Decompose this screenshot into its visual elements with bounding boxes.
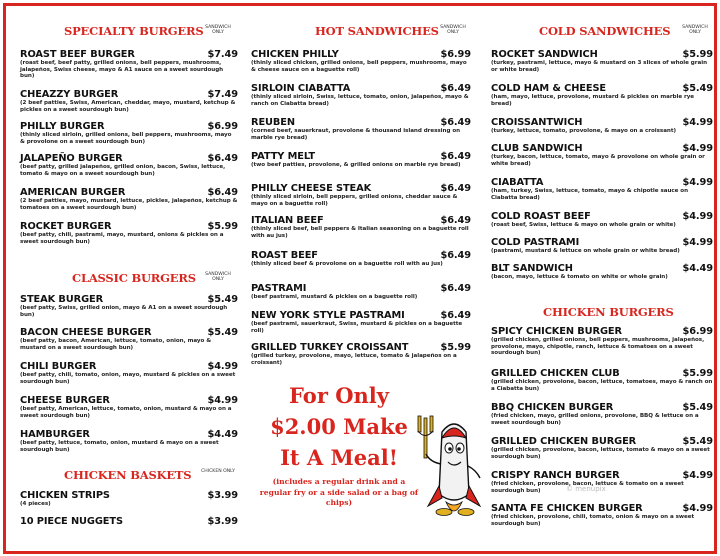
- menu-item-price: $4.99: [682, 117, 713, 128]
- menu-item-header: [20, 490, 238, 501]
- menu-item: [491, 177, 713, 201]
- menu-item: [251, 183, 471, 207]
- menu-item-description: (thinly sliced chicken, grilled onions, bell peppers, mushrooms, mayo & cheese sauce on a baguette roll): [251, 60, 467, 73]
- menu-item-header: [20, 429, 238, 440]
- menu-item-description: (thinly sliced sirloin, grilled onions, bell peppers, mushrooms, mayo & provolone on a sweet sourdough bun): [20, 132, 232, 145]
- menu-item-name: CHICKEN STRIPS: [20, 490, 110, 501]
- menu-item-header: [491, 211, 713, 222]
- menu-item-price: $4.49: [207, 429, 238, 440]
- menu-item-header: [20, 121, 238, 132]
- menu-item-name: SANTA FE CHICKEN BURGER: [491, 503, 643, 514]
- menu-item-price: $6.49: [440, 310, 471, 321]
- menu-item-description: (grilled chicken, provolone, bacon, lettuce, tomatoes, mayo & ranch on a Ciabatta bun): [491, 379, 713, 392]
- menu-item-header: [491, 83, 713, 94]
- menu-item-name: ROAST BEEF BURGER: [20, 49, 135, 60]
- menu-item-name: 10 PIECE NUGGETS: [20, 516, 123, 527]
- menu-item-name: COLD ROAST BEEF: [491, 211, 591, 222]
- menu-item-description: (fried chicken, provolone, bacon, lettuce & tomato on a sweet sourdough bun): [491, 481, 684, 494]
- menu-item: [491, 263, 713, 281]
- menu-item-header: [20, 49, 238, 60]
- menu-item-header: [20, 89, 238, 100]
- menu-item-header: [491, 326, 713, 337]
- menu-item-header: [20, 187, 238, 198]
- menu-item: [491, 117, 713, 135]
- menu-item-price: $3.99: [207, 516, 238, 527]
- menu-item-price: $6.49: [207, 187, 238, 198]
- menu-item-header: [251, 83, 471, 94]
- menu-item-price: $4.99: [207, 361, 238, 372]
- menu-item-name: AMERICAN BURGER: [20, 187, 126, 198]
- menu-item: [20, 361, 238, 385]
- promo-detail: (includes a regular drink and a regular fry or a side salad or a bag of chips): [259, 477, 419, 507]
- menu-item-header: [491, 143, 713, 154]
- menu-item: [491, 49, 713, 73]
- menu-item-description: (roast beef, beef patty, grilled onions, bell peppers, mushrooms, jalapeños, Swiss cheese, mayo & A1 sauce on a sweet sourdough bun): [20, 60, 224, 80]
- menu-item-description: (beef patty, American, lettuce, tomato, onion, mustard & mayo on a sweet sourdough bun): [20, 406, 232, 419]
- menu-item-price: $5.49: [207, 294, 238, 305]
- menu-item-price: $5.49: [682, 83, 713, 94]
- menu-item-description: (beef pastrami, sauerkraut, Swiss, mustard & pickles on a baguette roll): [251, 321, 463, 334]
- menu-item-description: (beef patty, chili, tomato, onion, mayo, mustard & pickles on a sweet sourdough bun): [20, 372, 236, 385]
- menu-item: [20, 89, 238, 113]
- menu-item-name: ROCKET BURGER: [20, 221, 112, 232]
- menu-item-name: BACON CHEESE BURGER: [20, 327, 152, 338]
- menu-item-header: [20, 395, 238, 406]
- menu-item: [491, 402, 713, 426]
- menu-item-description: (thinly sliced beef, bell peppers & Italian seasoning on a baguette roll with au jus): [251, 226, 469, 239]
- menu-item-header: [491, 49, 713, 60]
- menu-item-header: [251, 151, 471, 162]
- menu-item-price: $4.99: [207, 395, 238, 406]
- menu-item-name: GRILLED CHICKEN BURGER: [491, 436, 637, 447]
- menu-item-description: (beef patty, lettuce, tomato, onion, mustard & mayo on a sweet sourdough bun): [20, 440, 219, 453]
- menu-item-name: SPICY CHICKEN BURGER: [491, 326, 622, 337]
- menu-item-header: [251, 49, 471, 60]
- menu-item-name: GRILLED CHICKEN CLUB: [491, 368, 620, 379]
- menu-item-description: (turkey, lettuce, tomato, provolone, & mayo on a croissant): [491, 128, 676, 134]
- menu-item-description: (ham, mayo, lettuce, provolone, mustard & pickles on marble rye bread): [491, 94, 695, 107]
- menu-item: [491, 503, 713, 527]
- menu-item-price: $6.49: [440, 283, 471, 294]
- menu-item-description: (ham, turkey, Swiss, lettuce, tomato, mayo & chipotle sauce on Ciabatta bread): [491, 188, 689, 201]
- menu-item-header: [251, 250, 471, 261]
- menu-item-header: [491, 117, 713, 128]
- menu-item: [251, 250, 471, 268]
- menu-item-name: PASTRAMI: [251, 283, 307, 294]
- promo-line-2: $2.00 Make: [270, 414, 408, 439]
- menu-item-price: $6.49: [440, 250, 471, 261]
- menu-item-description: (beef pastrami, mustard & pickles on a baguette roll): [251, 294, 418, 300]
- section-title-cold-sandwiches: COLD SANDWICHES: [539, 24, 671, 38]
- menu-item: [251, 342, 471, 366]
- section-note-classic: SANDWICH ONLY: [205, 272, 231, 283]
- menu-frame: [3, 3, 717, 554]
- menu-item-header: [20, 221, 238, 232]
- menu-item-description: (beef patty, grilled jalapeños, grilled onion, bacon, Swiss, lettuce, tomato & mayo on a sweet sourdough bun): [20, 164, 226, 177]
- menu-item: [20, 121, 238, 145]
- menu-item-name: COLD PASTRAMI: [491, 237, 580, 248]
- menu-item: [20, 395, 238, 419]
- menu-item-name: CROISSANTWICH: [491, 117, 583, 128]
- menu-item: [251, 215, 471, 239]
- menu-item: [491, 143, 713, 167]
- menu-item-name: SIRLOIN CIABATTA: [251, 83, 351, 94]
- menu-item-description: (corned beef, sauerkraut, provolone & thousand island dressing on marble rye bread): [251, 128, 461, 141]
- section-note-specialty: SANDWICH ONLY: [205, 25, 231, 36]
- menu-item-name: PHILLY BURGER: [20, 121, 105, 132]
- menu-item-header: [491, 470, 713, 481]
- menu-item: [20, 429, 238, 453]
- menu-item-description: (4 pieces): [20, 501, 51, 507]
- menu-item-name: CHICKEN PHILLY: [251, 49, 339, 60]
- menu-item-description: (2 beef patties, mayo, mustard, lettuce, pickles, jalapeños, ketchup & tomatoes on a sweet sourdough bun): [20, 198, 238, 211]
- menu-item-price: $6.49: [207, 153, 238, 164]
- menu-item: [491, 368, 713, 392]
- menu-item-header: [20, 153, 238, 164]
- menu-item: [251, 83, 471, 107]
- section-title-specialty-burgers: SPECIALTY BURGERS: [64, 24, 204, 38]
- menu-item: [20, 187, 238, 211]
- menu-item: [251, 151, 471, 169]
- menu-item-price: $6.49: [440, 151, 471, 162]
- menu-item-header: [20, 294, 238, 305]
- menu-item-price: $3.99: [207, 490, 238, 501]
- menu-item-description: (2 beef patties, Swiss, American, cheddar, mayo, mustard, ketchup & pickles on a sweet sourdough bun): [20, 100, 236, 113]
- menu-item-price: $7.49: [207, 89, 238, 100]
- menu-item-header: [491, 177, 713, 188]
- menu-item-name: ITALIAN BEEF: [251, 215, 324, 226]
- menu-item-description: (fried chicken, provolone, chili, tomato, onion & mayo on a sweet sourdough bun): [491, 514, 695, 527]
- menu-item-price: $4.99: [682, 503, 713, 514]
- menu-item: [491, 237, 713, 255]
- menu-item-description: (turkey, bacon, lettuce, tomato, mayo & provolone on whole grain or white bread): [491, 154, 705, 167]
- menu-item-header: [251, 215, 471, 226]
- menu-item-header: [20, 516, 238, 527]
- menu-item-name: CHILI BURGER: [20, 361, 97, 372]
- menu-item-header: [491, 368, 713, 379]
- menu-item-description: (thinly sliced beef & provolone on a baguette roll with au jus): [251, 261, 443, 267]
- menu-item-name: NEW YORK STYLE PASTRAMI: [251, 310, 405, 321]
- menu-item-price: $4.49: [682, 263, 713, 274]
- menu-item-description: (fried chicken, mayo, grilled onions, provolone, BBQ & lettuce on a sweet sourdough bun): [491, 413, 699, 426]
- menu-item-name: CHEAZZY BURGER: [20, 89, 119, 100]
- menu-item-description: (grilled chicken, provolone, bacon, lettuce, tomato & mayo on a sweet sourdough bun): [491, 447, 710, 460]
- menu-item-header: [491, 402, 713, 413]
- menu-item-name: GRILLED TURKEY CROISSANT: [251, 342, 409, 353]
- menu-item: [491, 83, 713, 107]
- menu-item-header: [20, 361, 238, 372]
- menu-item-price: $6.99: [440, 49, 471, 60]
- menu-item: [20, 490, 238, 508]
- menu-item: [251, 310, 471, 334]
- menu-item-price: $7.49: [207, 49, 238, 60]
- menu-item-price: $4.99: [682, 237, 713, 248]
- menu-item-price: $6.49: [440, 83, 471, 94]
- menu-item: [251, 283, 471, 301]
- menu-item-price: $4.99: [682, 470, 713, 481]
- menu-item-price: $6.99: [682, 326, 713, 337]
- menu-item-header: [251, 342, 471, 353]
- watermark: © menupix: [566, 485, 606, 493]
- menu-item-price: $5.49: [682, 436, 713, 447]
- menu-item: [251, 117, 471, 141]
- menu-item-name: HAMBURGER: [20, 429, 90, 440]
- menu-item: [20, 221, 238, 245]
- menu-item-name: PHILLY CHEESE STEAK: [251, 183, 372, 194]
- menu-item-price: $6.99: [207, 121, 238, 132]
- menu-item-header: [251, 183, 471, 194]
- menu-item-price: $5.99: [440, 342, 471, 353]
- menu-item: [20, 516, 238, 527]
- menu-item-name: CRISPY RANCH BURGER: [491, 470, 620, 481]
- menu-item-header: [251, 310, 471, 321]
- menu-item: [491, 326, 713, 357]
- menu-item-description: (beef patty, bacon, American, lettuce, tomato, onion, mayo & mustard on a sweet sourdough bun): [20, 338, 212, 351]
- menu-item-price: $4.99: [682, 211, 713, 222]
- menu-item-description: (beef patty, Swiss, grilled onion, mayo & A1 on a sweet sourdough bun): [20, 305, 228, 318]
- menu-item-header: [251, 117, 471, 128]
- menu-item: [491, 211, 713, 229]
- menu-item-description: (thinly sliced sirloin, bell peppers, grilled onions, cheddar sauce & mayo on a baguette roll): [251, 194, 458, 207]
- menu-item-description: (grilled turkey, provolone, mayo, lettuce, tomato & jalapeños on a croissant): [251, 353, 457, 366]
- menu-item-header: [491, 263, 713, 274]
- menu-item-name: JALAPEÑO BURGER: [20, 153, 123, 164]
- menu-item-price: $6.49: [440, 183, 471, 194]
- menu-item-description: (two beef patties, provolone, & grilled onions on marble rye bread): [251, 162, 461, 168]
- menu-item-price: $4.99: [682, 143, 713, 154]
- menu-item: [20, 153, 238, 177]
- menu-item-name: CIABATTA: [491, 177, 544, 188]
- menu-item-price: $4.99: [682, 177, 713, 188]
- menu-item-name: CHEESE BURGER: [20, 395, 110, 406]
- menu-item-description: (bacon, mayo, lettuce & tomato on white or whole grain): [491, 274, 668, 280]
- section-title-hot-sandwiches: HOT SANDWICHES: [315, 24, 439, 38]
- menu-item-description: (roast beef, Swiss, lettuce & mayo on whole grain or white): [491, 222, 676, 228]
- menu-item-price: $6.49: [440, 117, 471, 128]
- section-title-chicken-burgers: CHICKEN BURGERS: [543, 305, 674, 319]
- menu-item-name: BBQ CHICKEN BURGER: [491, 402, 614, 413]
- section-note-cold: SANDWICH ONLY: [682, 25, 708, 36]
- menu-item-name: PATTY MELT: [251, 151, 315, 162]
- menu-item: [491, 436, 713, 460]
- menu-item-name: ROAST BEEF: [251, 250, 318, 261]
- menu-item-price: $5.49: [207, 327, 238, 338]
- menu-item-price: $5.49: [682, 402, 713, 413]
- section-title-classic-burgers: CLASSIC BURGERS: [72, 271, 196, 285]
- menu-item-name: STEAK BURGER: [20, 294, 104, 305]
- menu-item-header: [491, 503, 713, 514]
- menu-item: [20, 294, 238, 318]
- menu-item-price: $5.99: [682, 49, 713, 60]
- menu-item-header: [491, 237, 713, 248]
- menu-item-name: CLUB SANDWICH: [491, 143, 583, 154]
- menu-item-price: $5.99: [682, 368, 713, 379]
- menu-item-name: BLT SANDWICH: [491, 263, 573, 274]
- section-title-chicken-baskets: CHICKEN BASKETS: [64, 468, 192, 482]
- menu-item: [20, 49, 238, 80]
- menu-item-header: [491, 436, 713, 447]
- menu-item: [20, 327, 238, 351]
- section-note-hot: SANDWICH ONLY: [440, 25, 466, 36]
- promo-line-1: For Only: [289, 383, 389, 408]
- menu-item-description: (thinly sliced sirloin, Swiss, lettuce, tomato, onion, jalapeños, mayo & ranch on Ciabatta bread): [251, 94, 469, 107]
- menu-item-price: $5.99: [207, 221, 238, 232]
- menu-item-header: [251, 283, 471, 294]
- menu-item-description: (turkey, pastrami, lettuce, mayo & mustard on 3 slices of whole grain or white bread): [491, 60, 707, 73]
- menu-item-name: ROCKET SANDWICH: [491, 49, 598, 60]
- menu-item-description: (pastrami, mustard & lettuce on whole grain or white bread): [491, 248, 680, 254]
- promo-line-3: It A Meal!: [280, 445, 398, 470]
- menu-item-name: REUBEN: [251, 117, 295, 128]
- menu-item: [251, 49, 471, 73]
- rocket-mascot-icon: [414, 414, 484, 522]
- menu-item-description: (beef patty, chili, pastrami, mayo, mustard, onions & pickles on a sweet sourdough bun): [20, 232, 224, 245]
- menu-item-description: (grilled chicken, grilled onions, bell peppers, mushrooms, jalapeños, provolone, mayo, chipotle, ranch, lettuce & tomatoes on a sweet sourdough bun): [491, 337, 705, 357]
- menu-item-header: [20, 327, 238, 338]
- menu-item-name: COLD HAM & CHEESE: [491, 83, 607, 94]
- menu-item-price: $6.49: [440, 215, 471, 226]
- section-note-chicken-baskets: CHICKEN ONLY: [201, 469, 235, 474]
- meal-deal-promo: [256, 380, 422, 509]
